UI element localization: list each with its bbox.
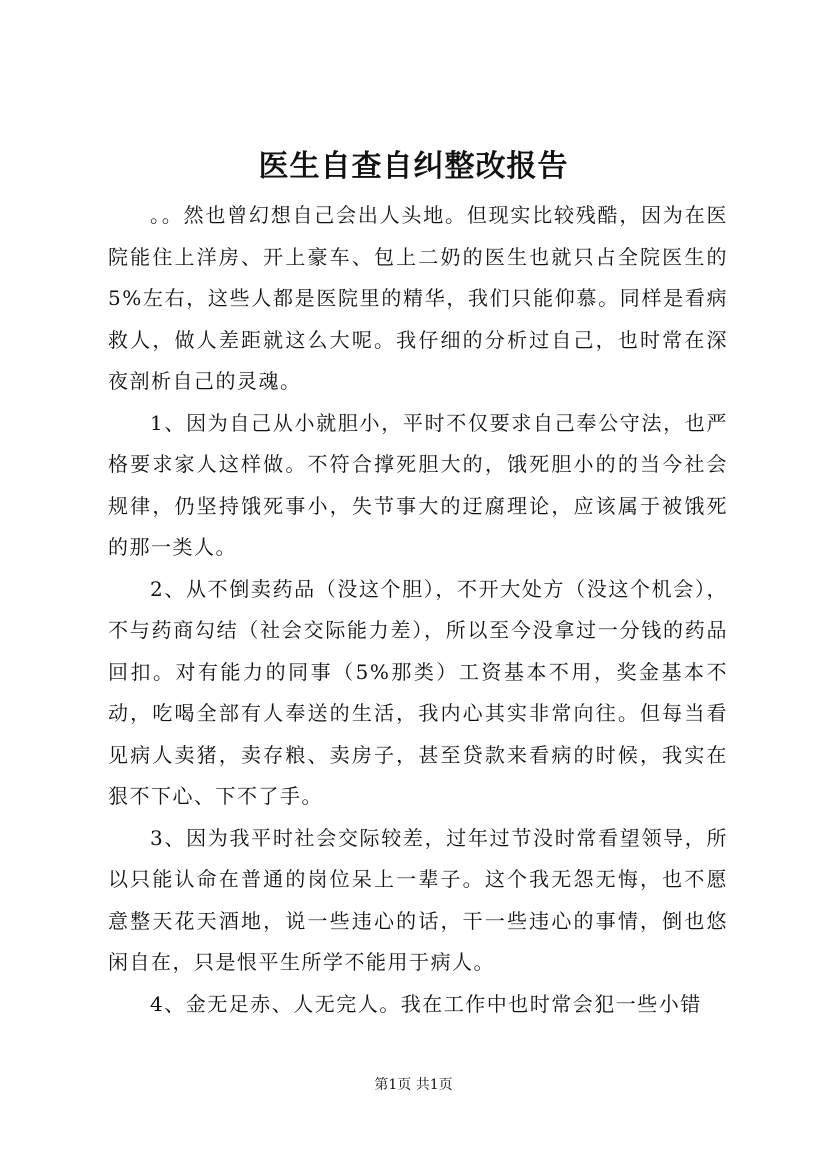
paragraph-3: 2、从不倒卖药品（没这个胆），不开大处方（没这个机会），不与药商勾结（社会交际能力差），所以至今没拿过一分钱的药品回扣。对有能力的同事（5%那类）工资基本不用，奖金基本不动，吃喝全部有人奉送的生活，我内心其实非常向往。但每当看见病人卖猪，卖存粮、卖房子，甚至贷款来看病的时候，我实在狠不下心、下不了手。 [108, 576, 728, 808]
paragraph-4: 3、因为我平时社会交际较差，过年过节没时常看望领导，所以只能认命在普通的岗位呆上一辈子。这个我无怨无悔，也不愿意整天花天酒地，说一些违心的话，干一些违心的事情，倒也悠闲自在，只是恨平生所学不能用于病人。 [108, 825, 728, 974]
document-title: 医生自查自纠整改报告 [258, 149, 569, 184]
document-body [108, 195, 728, 1025]
paragraph-2: 1、因为自己从小就胆小，平时不仅要求自己奉公守法，也严格要求家人这样做。不符合撑死胆大的，饿死胆小的的当今社会规律，仍坚持饿死事小，失节事大的迂腐理论，应该属于被饿死的那一类人。 [108, 410, 728, 559]
paragraph-5: 4、金无足赤、人无完人。我在工作中也时常会犯一些小错 [150, 991, 702, 1016]
page-number-footer: 第1页 共1页 [374, 1077, 453, 1093]
paragraph-1: 。。然也曾幻想自己会出人头地。但现实比较残酷，因为在医院能住上洋房、开上豪车、包上二奶的医生也就只占全院医生的5%左右，这些人都是医院里的精华，我们只能仰慕。同样是看病救人，做人差距就这么大呢。我仔细的分析过自己，也时常在深夜剖析自己的灵魂。 [108, 203, 728, 393]
